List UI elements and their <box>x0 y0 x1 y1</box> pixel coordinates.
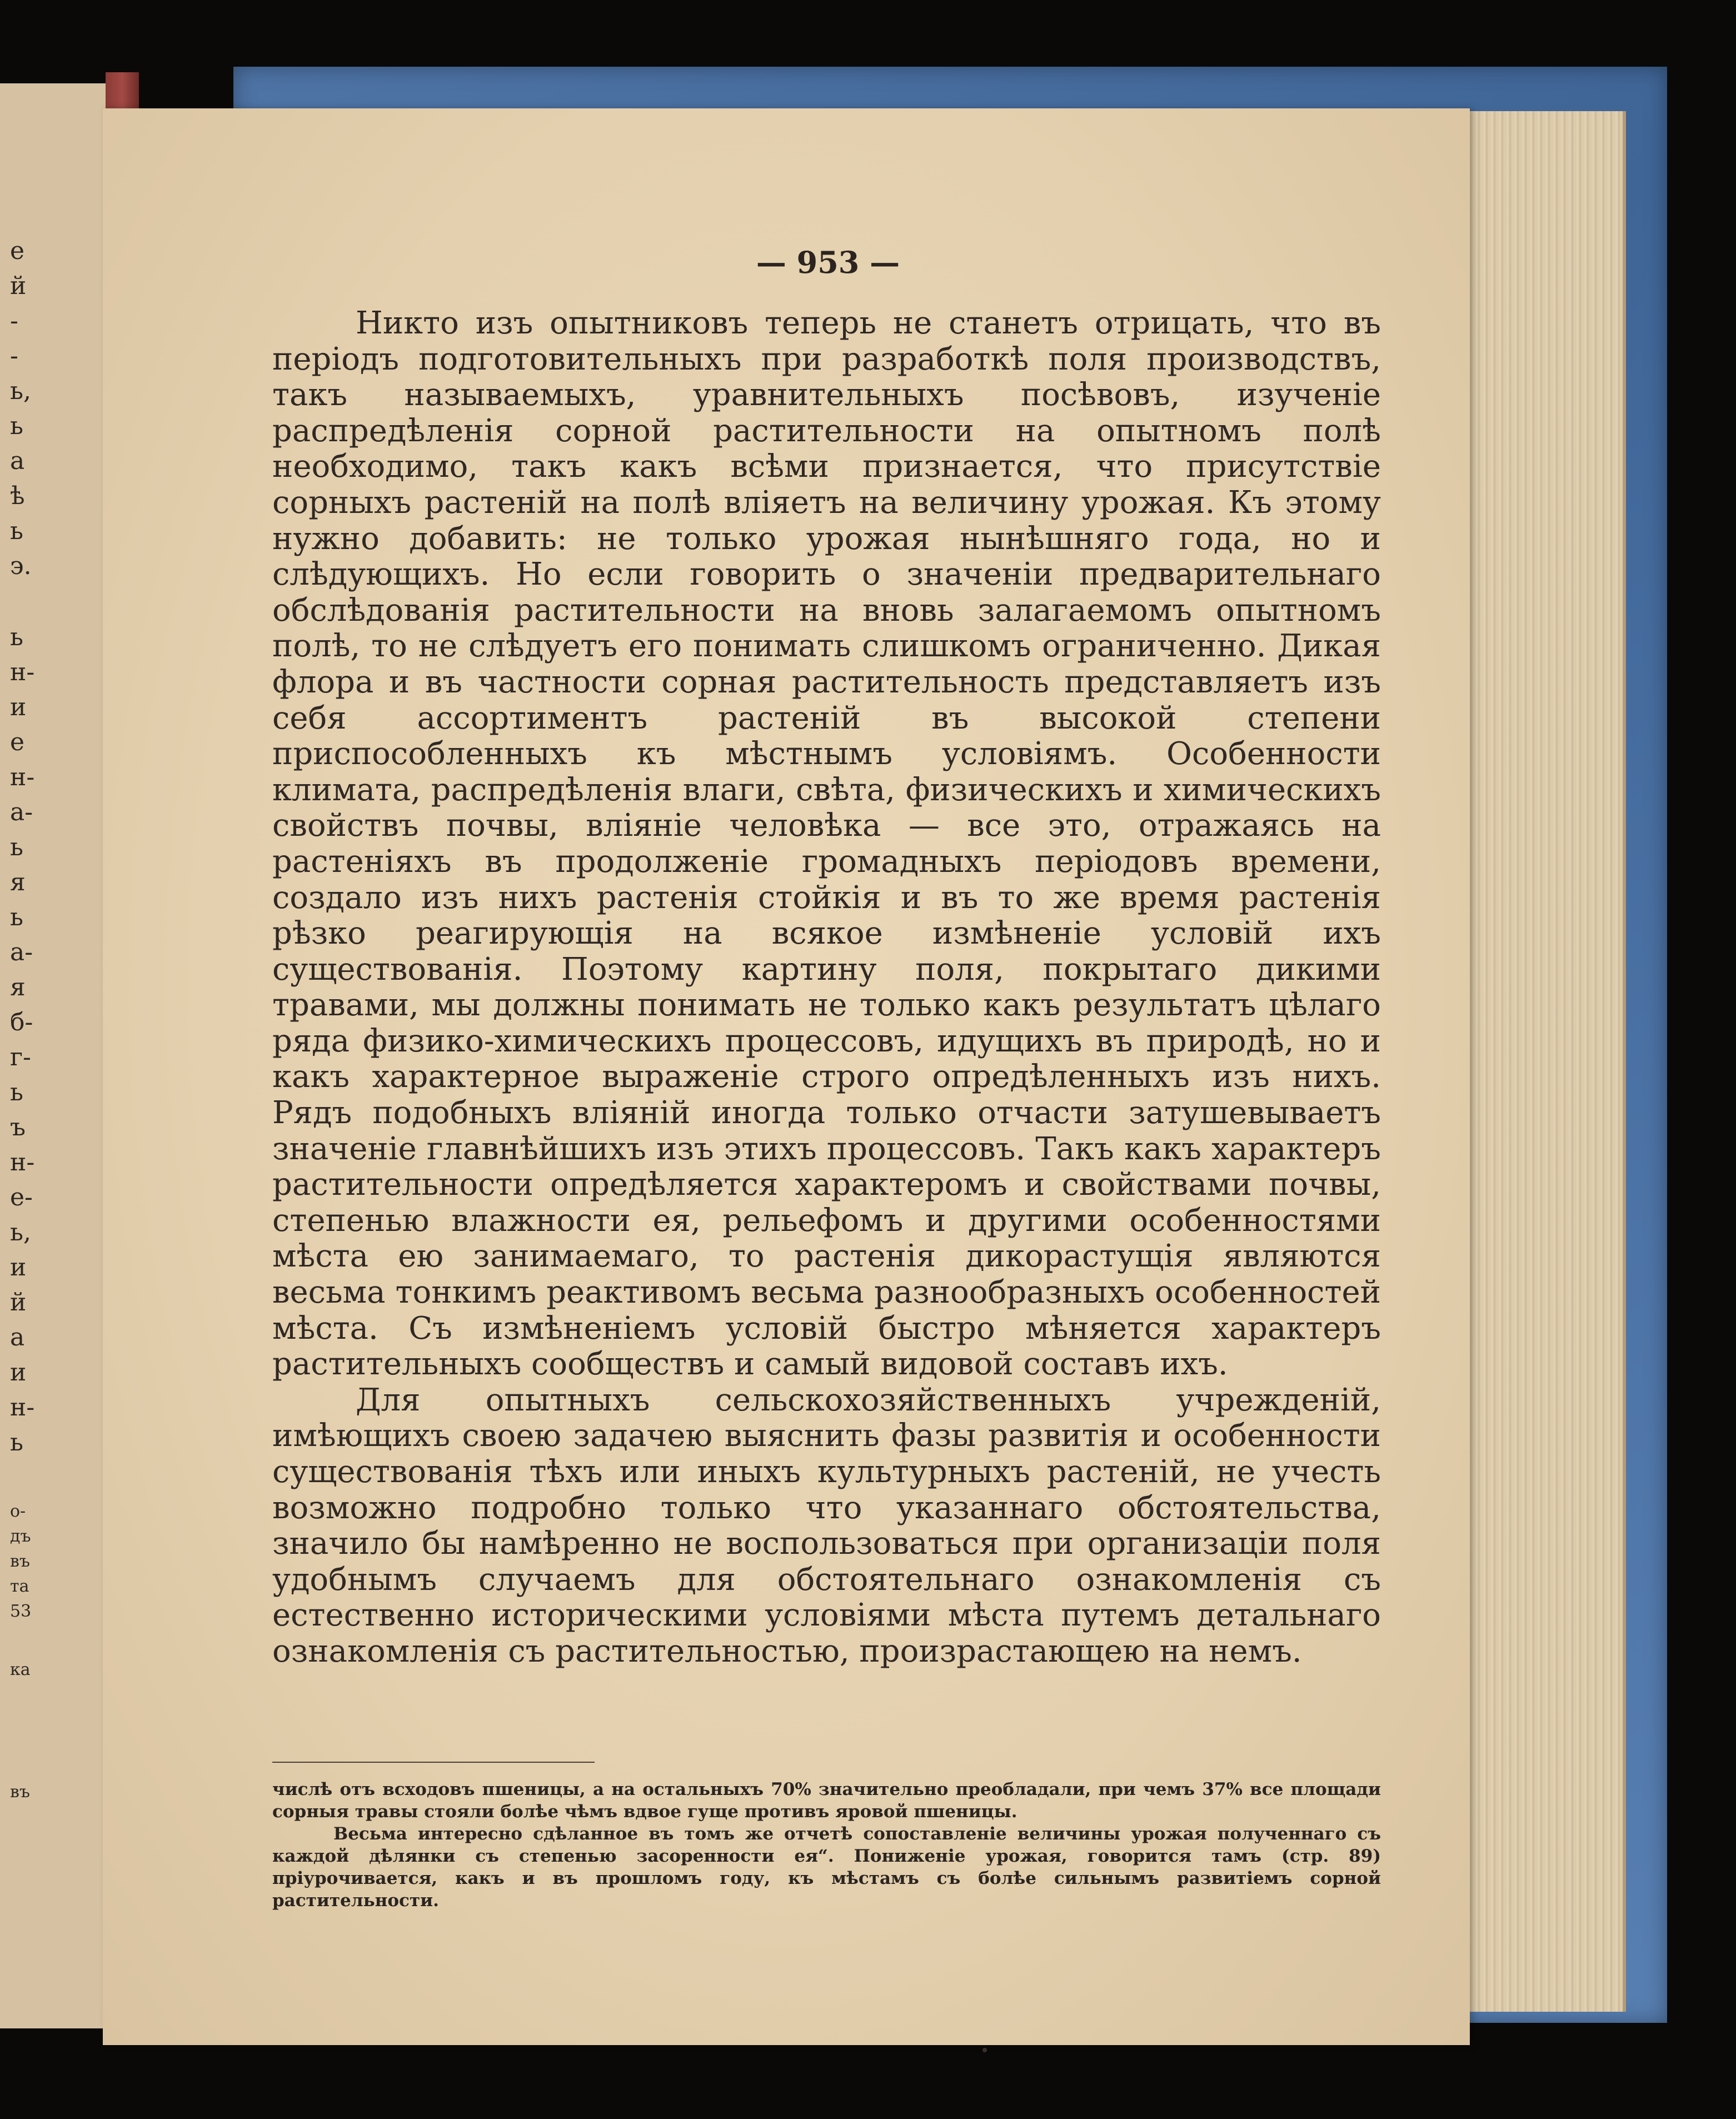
margin-letter: - <box>10 307 18 335</box>
margin-letter: - <box>10 342 18 370</box>
margin-letter: ь <box>10 903 23 931</box>
margin-letter: э. <box>10 552 32 580</box>
margin-letter: и <box>10 693 27 721</box>
margin-letter: н- <box>10 658 35 686</box>
margin-letter: н- <box>10 1393 35 1422</box>
margin-letter: е <box>10 728 25 756</box>
margin-letter: й <box>10 272 27 300</box>
margin-letter: н- <box>10 1148 35 1176</box>
main-text <box>272 306 1381 1670</box>
footnote-divider <box>272 1762 595 1763</box>
margin-letter: б- <box>10 1008 33 1036</box>
footnote-paragraph: числѣ отъ всходовъ пшеницы, а на остальныхъ 70% значительно преобладали, при чемъ 37% все площади сорныя травы стояли болѣе чѣмъ вдвое гуще противъ яровой пшеницы. <box>272 1779 1381 1822</box>
margin-letter: е <box>10 237 25 265</box>
margin-letter: ь <box>10 833 23 861</box>
footnote <box>272 1778 1381 1912</box>
margin-letter: е- <box>10 1183 33 1211</box>
margin-letter: ь, <box>10 377 31 405</box>
margin-letter: ь <box>10 412 23 440</box>
margin-letter: а- <box>10 798 33 826</box>
facing-page-edge <box>0 83 106 2028</box>
page-number: — 953 — <box>756 245 900 280</box>
margin-letter: я <box>10 868 26 896</box>
margin-letter: ѣ <box>10 482 25 510</box>
margin-letter: и <box>10 1358 27 1387</box>
margin-letter: а- <box>10 938 33 966</box>
margin-letter: ка <box>10 1660 31 1679</box>
margin-letter: ъ <box>10 1113 26 1141</box>
margin-letter: дъ <box>10 1527 31 1546</box>
margin-letter: и <box>10 1253 27 1282</box>
margin-letter: я <box>10 973 26 1001</box>
margin-letter: н- <box>10 763 35 791</box>
margin-letter: въ <box>10 1552 30 1571</box>
ink-speck <box>982 2048 987 2052</box>
margin-letter: ь <box>10 1428 23 1457</box>
margin-letter: ь <box>10 623 23 651</box>
margin-letter: а <box>10 447 25 475</box>
footnote-paragraph: Весьма интересно сдѣланное въ томъ же отчетѣ сопоставленіе величины урожая полученнаго съ каждой дѣлянки съ степенью засоренности ея“. Пониженіе урожая, говорится тамъ (стр. 89) пріурочивается, какъ и въ прошломъ году, къ мѣстамъ съ болѣе сильнымъ развитіемъ сорной растительности. <box>272 1824 1381 1911</box>
margin-letter: г- <box>10 1043 31 1071</box>
margin-letter: та <box>10 1577 29 1596</box>
paragraph: Для опытныхъ сельскохозяйственныхъ учрежденій, имѣющихъ своею задачею выяснить фазы развитія и особенности существованія тѣхъ или иныхъ культурныхъ растеній, не учесть возможно подробно только что указаннаго обстоятельства, значило бы намѣренно не воспользоваться при организаціи поля удобнымъ случаемъ для обстоятельнаго ознакомленія съ естественно историческими условіями мѣста путемъ детальнаго ознакомленія съ растительностью, произрастающею на немъ. <box>272 1382 1381 1669</box>
margin-letter: ь <box>10 1078 23 1106</box>
margin-letter: а <box>10 1323 25 1352</box>
margin-letter: ь <box>10 517 23 545</box>
margin-letter: въ <box>10 1782 30 1802</box>
margin-letter: ь, <box>10 1218 31 1247</box>
margin-letter: й <box>10 1288 27 1317</box>
margin-letter: о- <box>10 1502 26 1521</box>
book-page <box>103 108 1470 2045</box>
paragraph: Никто изъ опытниковъ теперь не станетъ отрицать, что въ періодъ подготовительныхъ при разработкѣ поля производствъ, такъ называемыхъ, уравнительныхъ посѣвовъ, изученіе распредѣленія сорной растительности на опытномъ полѣ необходимо, такъ какъ всѣми признается, что присутствіе сорныхъ растеній на полѣ вліяетъ на величину урожая. Къ этому нужно добавить: не только урожая нынѣшняго года, но и слѣдующихъ. Но если говорить о значеніи предварительнаго обслѣдованія растительности на вновь залагаемомъ опытномъ полѣ, то не слѣдуетъ его понимать слишкомъ ограниченно. Дикая флора и въ частности сорная растительность представляетъ изъ себя ассортиментъ растеній въ высокой степени приспособленныхъ къ мѣстнымъ условіямъ. Особенности климата, распредѣленія влаги, свѣта, физическихъ и химическихъ свойствъ почвы, вліяніе человѣка — все это, отражаясь на растеніяхъ въ продолженіе громадныхъ періодовъ времени, создало изъ нихъ растенія стойкія и въ то же время растенія рѣзко реагирующія на всякое измѣненіе условій ихъ существованія. Поэтому картину поля, покрытаго дикими травами, мы должны понимать не только какъ результатъ цѣлаго ряда физико-химическихъ процессовъ, идущихъ въ природѣ, но и какъ характерное выраженіе строго опредѣленныхъ изъ нихъ. Рядъ подобныхъ вліяній иногда только отчасти затушевываетъ значеніе главнѣйшихъ изъ этихъ процессовъ. Такъ какъ характеръ растительности опредѣляется характеромъ и свойствами почвы, степенью влажности ея, рельефомъ и другими особенностями мѣста ею занимаемаго, то растенія дикорастущія являются весьма тонкимъ реактивомъ весьма разнообразныхъ особенностей мѣста. Съ измѣненіемъ условій быстро мѣняется характеръ растительныхъ сообществъ и самый видовой составъ ихъ. <box>272 305 1381 1383</box>
margin-letter: 53 <box>10 1602 32 1621</box>
